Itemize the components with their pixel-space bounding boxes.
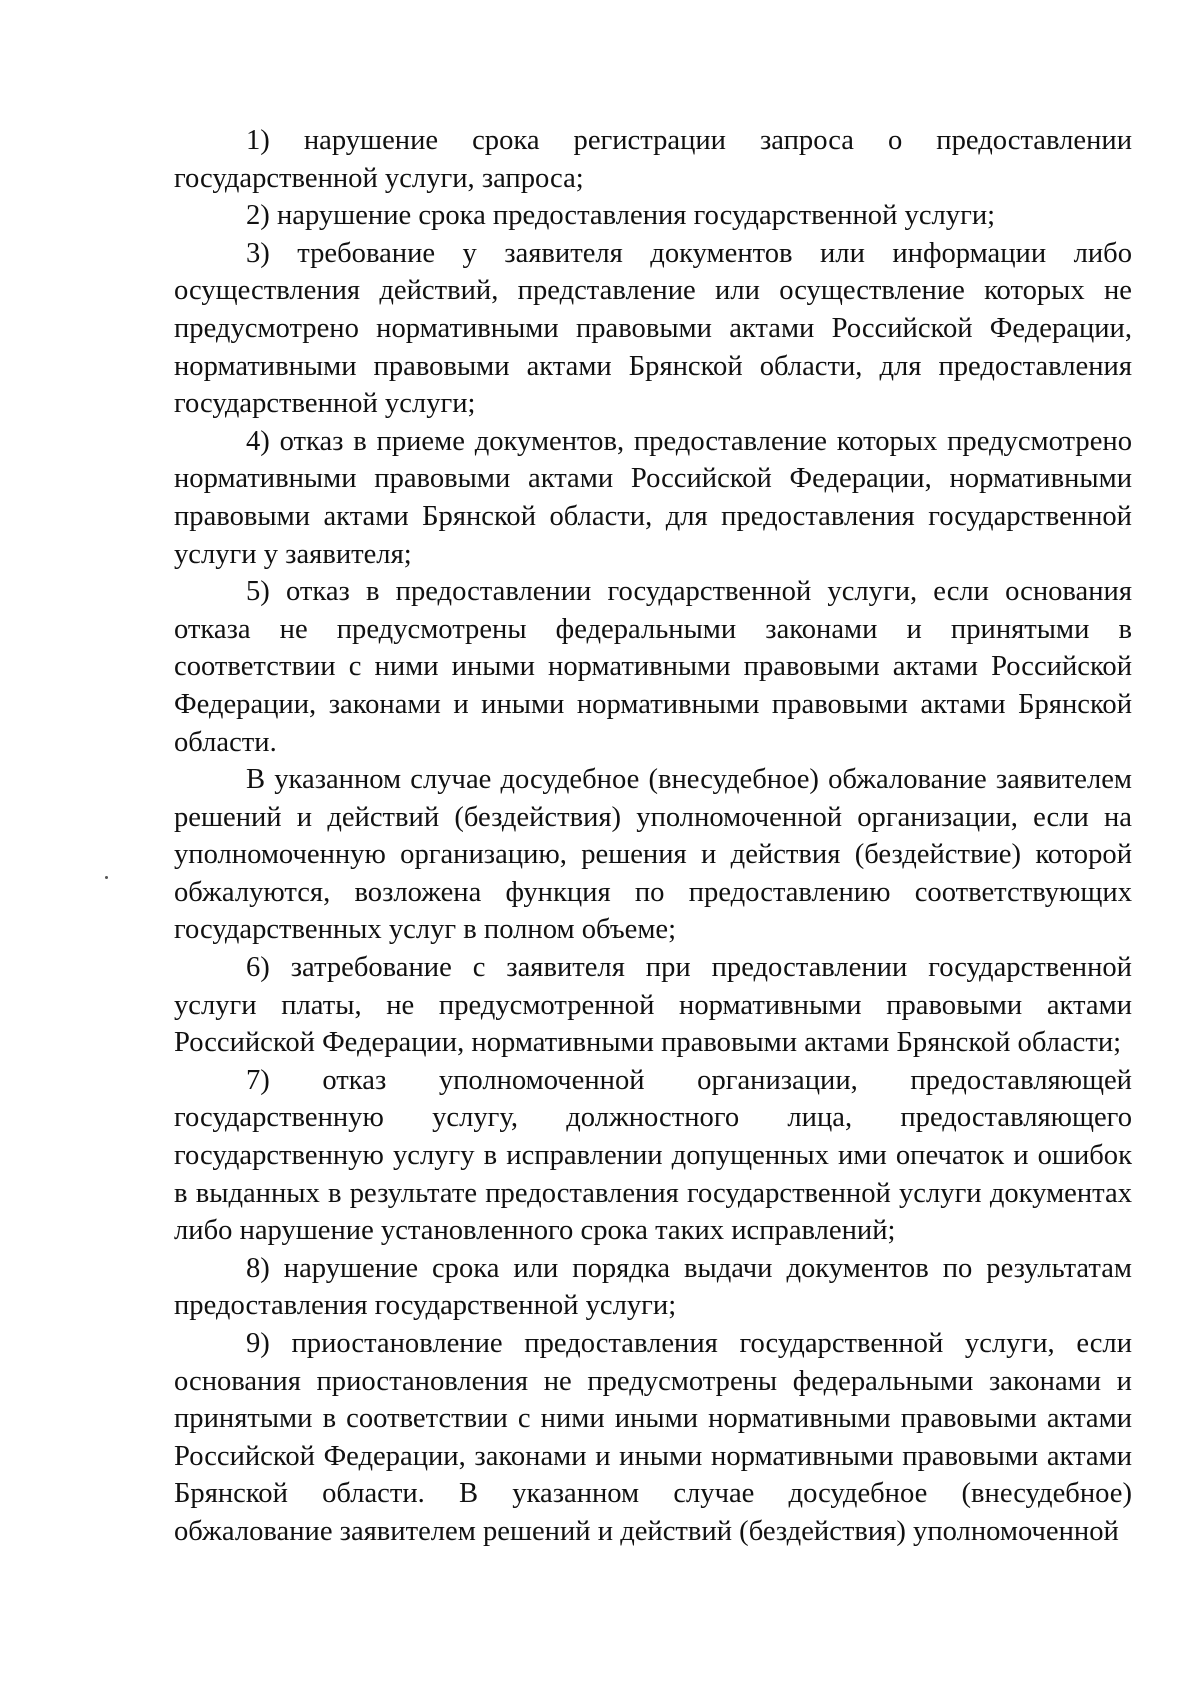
paragraph-item-7: 7) отказ уполномоченной организации, предоставляющей государственную услугу, должностного лица, предоставляющего государственную услугу в исправлении допущенных ими опечаток и ошибок в выданных в результате предоставления государственной услуги документах либо нарушение установленного срока таких исправлений; (174, 1064, 1132, 1247)
paragraph-item-9: 9) приостановление предоставления государственной услуги, если основания приостановления не предусмотрены федеральными законами и принятыми в соответствии с ними иными нормативными правовыми актами Российской Федерации, законами и иными нормативными правовыми актами Брянской области. В указанном случае досудебное (внесудебное) обжалование заявителем решений и действий (бездействия) уполномоченной (174, 1328, 1132, 1547)
paragraph-item-1: 1) нарушение срока регистрации запроса о предоставлении государственной услуги, запроса; (174, 125, 1132, 194)
paragraph-item-5: 5) отказ в предоставлении государственной услуги, если основания отказа не предусмотрены федеральными законами и принятыми в соответствии с ними иными нормативными правовыми актами Российской Федерации, законами и иными нормативными правовыми актами Брянской области. (174, 576, 1132, 758)
paragraph-item-2: 2) нарушение срока предоставления государственной услуги; (246, 200, 996, 232)
scan-speck (105, 876, 108, 879)
paragraph-item-8: 8) нарушение срока или порядка выдачи документов по результатам предоставления государственной услуги; (174, 1252, 1132, 1322)
paragraph-appeal-note: В указанном случае досудебное (внесудебное) обжалование заявителем решений и действий (бездействия) уполномоченной организации, если на уполномоченную организацию, решения и действия (бездействие) которой обжалуются, возложена функция по предоставлению соответствующих государственных услуг в полном объеме; (174, 764, 1132, 946)
document-page (174, 122, 1132, 1551)
paragraph-item-6: 6) затребование с заявителя при предоставлении государственной услуги платы, не предусмотренной нормативными правовыми актами Российской Федерации, нормативными правовыми актами Брянской области; (174, 952, 1132, 1059)
paragraph-item-4: 4) отказ в приеме документов, предоставление которых предусмотрено нормативными правовыми актами Российской Федерации, нормативными правовыми актами Брянской области, для предоставления государственной услуги у заявителя; (174, 425, 1132, 570)
paragraph-item-3: 3) требование у заявителя документов или информации либо осуществления действий, представление или осуществление которых не предусмотрено нормативными правовыми актами Российской Федерации, нормативными правовыми актами Брянской области, для предоставления государственной услуги; (174, 237, 1132, 420)
